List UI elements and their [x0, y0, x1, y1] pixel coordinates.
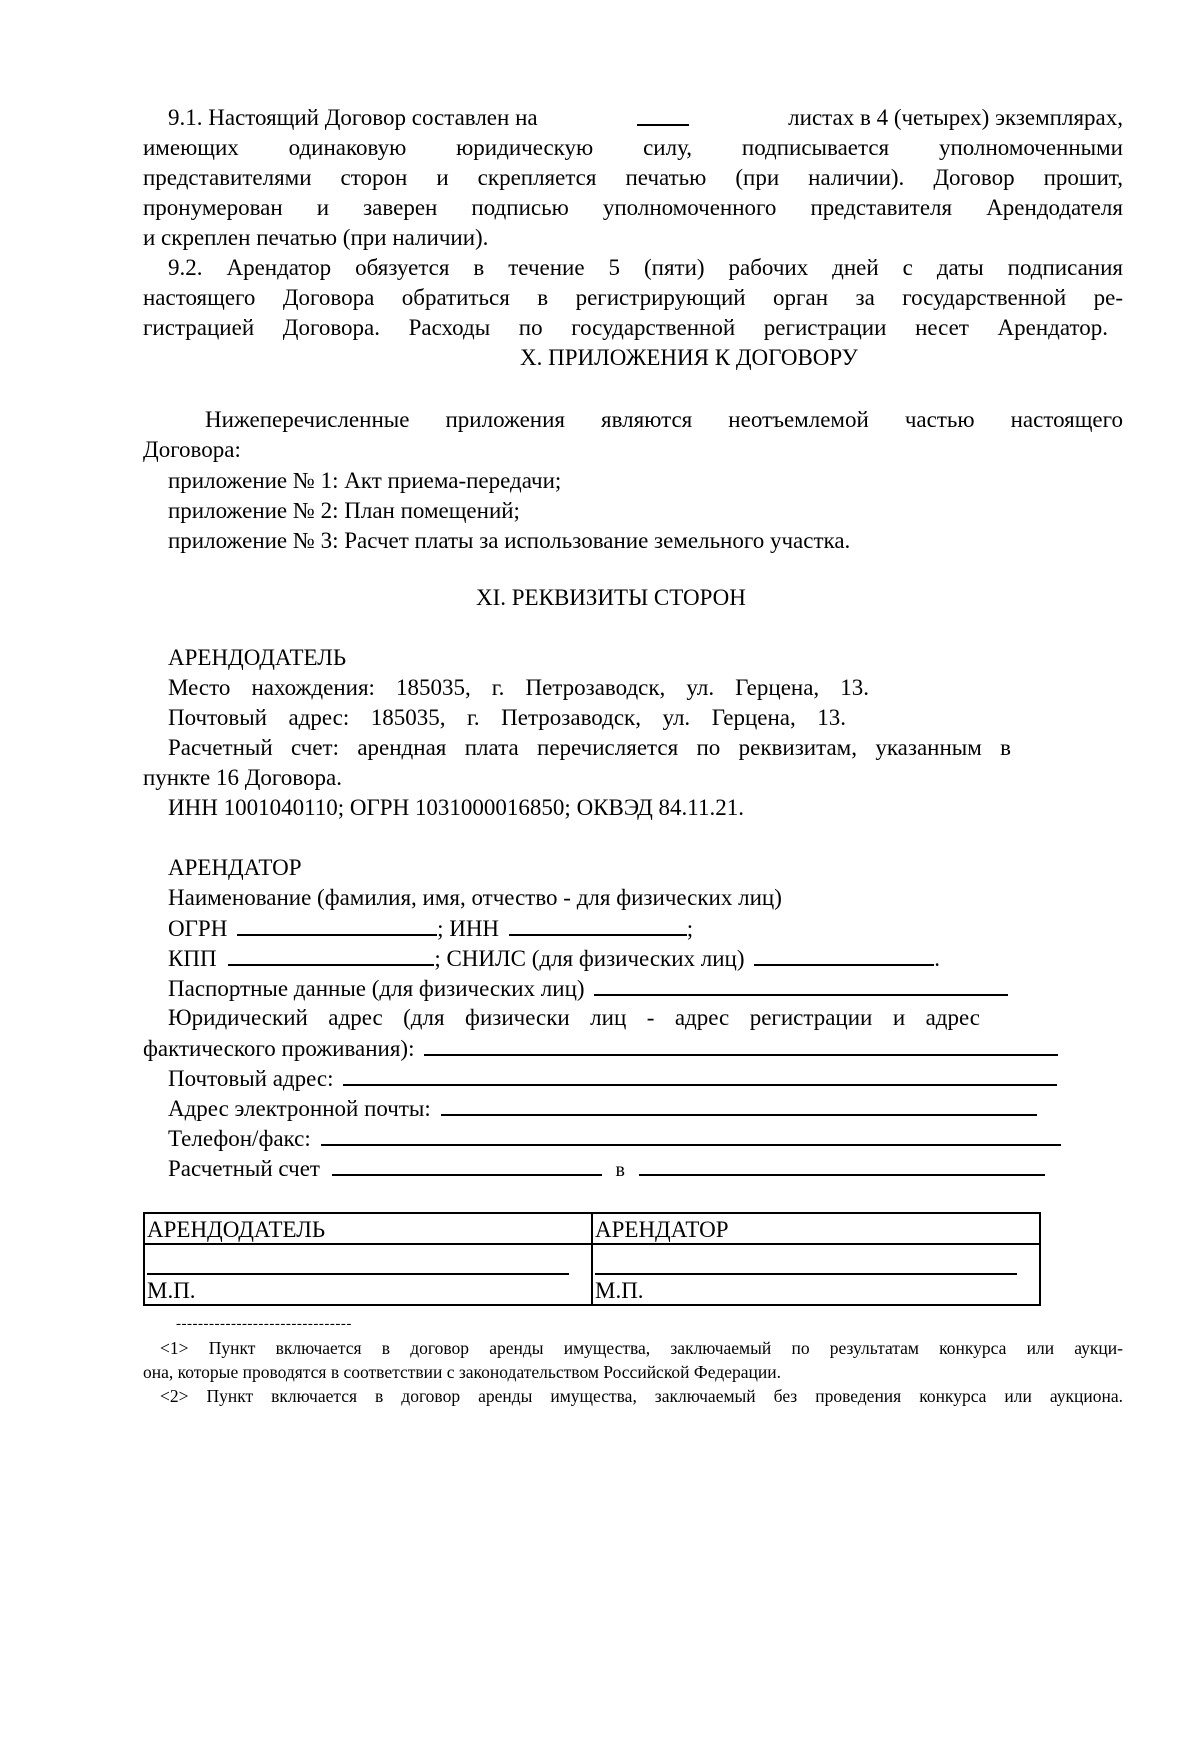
- snils-label: ; СНИЛС (для физических лиц): [434, 946, 745, 971]
- tenant-kpp-row: [168, 943, 940, 973]
- tenant-signature-line[interactable]: [595, 1245, 1017, 1275]
- tenant-postal-row: [168, 1063, 1057, 1093]
- tenant-account-row: [168, 1153, 1045, 1183]
- section-x-heading: X. ПРИЛОЖЕНИЯ К ДОГОВОРУ: [520, 345, 858, 370]
- footnote-1-line-1: <1> Пункт включается в договор аренды имущества, заключаемый по результатам конкурса или аукци-: [160, 1338, 1123, 1358]
- passport-field[interactable]: [594, 973, 1008, 996]
- clause-9-2-line-2: настоящего Договора обратиться в регистрирующий орган за государственной ре-: [143, 285, 1123, 310]
- tenant-name-label: Наименование (фамилия, имя, отчество - для физических лиц): [168, 885, 782, 910]
- tenant-title: АРЕНДАТОР: [168, 855, 302, 880]
- phone-label: Телефон/факс:: [168, 1126, 311, 1151]
- signature-table: [143, 1212, 1041, 1306]
- clause-9-1-line-1: [168, 103, 1123, 133]
- landlord-location: Место нахождения: 185035, г. Петрозаводск, ул. Герцена, 13.: [168, 675, 869, 700]
- legal-address-label: фактического проживания):: [143, 1036, 415, 1061]
- clause-9-1-text-b: листах в 4 (четырех) экземплярах,: [788, 105, 1123, 130]
- appendix-item: приложение № 1: Акт приема-передачи;: [168, 468, 562, 493]
- clause-9-1-line-3: представителями сторон и скрепляется печатью (при наличии). Договор прошит,: [143, 165, 1123, 190]
- sheet-count-blank[interactable]: [637, 103, 689, 126]
- kpp-label: КПП: [168, 946, 217, 971]
- clause-9-2-line-3: гистрацией Договора. Расходы по государственной регистрации несет Арендатор.: [143, 315, 1108, 340]
- tenant-phone-row: [168, 1123, 1061, 1153]
- clause-9-1-text-a: 9.1. Настоящий Договор составлен на: [168, 105, 538, 130]
- inn-field[interactable]: [509, 913, 687, 936]
- appendix-item: приложение № 3: Расчет платы за использование земельного участка.: [168, 528, 851, 553]
- legal-address-line-1: Юридический адрес (для физически лиц - адрес регистрации и адрес: [168, 1005, 980, 1030]
- tenant-email-row: [168, 1093, 1037, 1123]
- inn-label: ; ИНН: [437, 916, 500, 941]
- section-xi-heading: XI. РЕКВИЗИТЫ СТОРОН: [476, 585, 746, 610]
- footnote-2: <2> Пункт включается в договор аренды имущества, заключаемый без проведения конкурса или аукциона.: [160, 1386, 1123, 1406]
- account-label: Расчетный счет: [168, 1156, 320, 1181]
- email-field[interactable]: [441, 1093, 1037, 1116]
- tenant-legal-address-row: [143, 1033, 1058, 1063]
- clause-9-2-line-1: 9.2. Арендатор обязуется в течение 5 (пяти) рабочих дней с даты подписания: [168, 255, 1123, 280]
- tenant-ogrn-row: [168, 913, 693, 943]
- landlord-account-line-2: пункте 16 Договора.: [143, 765, 342, 790]
- tenant-signature-header: АРЕНДАТОР: [592, 1213, 1040, 1244]
- snils-terminator: .: [934, 946, 941, 971]
- passport-label: Паспортные данные (для физических лиц): [168, 976, 585, 1001]
- appendix-item: приложение № 2: План помещений;: [168, 498, 520, 523]
- phone-field[interactable]: [321, 1123, 1061, 1146]
- landlord-title: АРЕНДОДАТЕЛЬ: [168, 645, 347, 670]
- landlord-ids: ИНН 1001040110; ОГРН 1031000016850; ОКВЭД 84.11.21.: [168, 795, 744, 820]
- legal-address-field[interactable]: [424, 1033, 1058, 1056]
- clause-9-1-line-2: имеющих одинаковую юридическую силу, подписывается уполномоченными: [143, 135, 1123, 160]
- landlord-account-line-1: Расчетный счет: арендная плата перечисляется по реквизитам, указанным в: [168, 735, 1011, 760]
- bank-field[interactable]: [639, 1153, 1045, 1176]
- landlord-stamp-label: М.П.: [144, 1275, 592, 1305]
- landlord-signature-line[interactable]: [147, 1245, 569, 1275]
- snils-field[interactable]: [754, 943, 934, 966]
- postal-address-field[interactable]: [343, 1063, 1057, 1086]
- section-x-intro-line-1: Нижеперечисленные приложения являются неотъемлемой частью настоящего: [205, 407, 1123, 432]
- landlord-signature-header: АРЕНДОДАТЕЛЬ: [144, 1213, 592, 1244]
- clause-9-1-line-5: и скреплен печатью (при наличии).: [143, 225, 489, 250]
- email-label: Адрес электронной почты:: [168, 1096, 431, 1121]
- ogrn-label: ОГРН: [168, 916, 228, 941]
- kpp-field[interactable]: [228, 943, 434, 966]
- landlord-postal-address: Почтовый адрес: 185035, г. Петрозаводск, ул. Герцена, 13.: [168, 705, 846, 730]
- account-in-label: в: [615, 1159, 625, 1181]
- tenant-passport-row: [168, 973, 1008, 1003]
- postal-address-label: Почтовый адрес:: [168, 1066, 334, 1091]
- ogrn-field[interactable]: [237, 913, 437, 936]
- inn-terminator: ;: [686, 916, 694, 941]
- footnote-separator: --------------------------------: [176, 1316, 352, 1332]
- tenant-stamp-label: М.П.: [592, 1275, 1040, 1305]
- clause-9-1-line-4: пронумерован и заверен подписью уполномоченного представителя Арендодателя: [143, 195, 1123, 220]
- footnote-1-line-2: она, которые проводятся в соответствии с законодательством Российской Федерации.: [143, 1362, 781, 1382]
- section-x-intro-line-2: Договора:: [143, 437, 241, 462]
- account-field[interactable]: [332, 1153, 602, 1176]
